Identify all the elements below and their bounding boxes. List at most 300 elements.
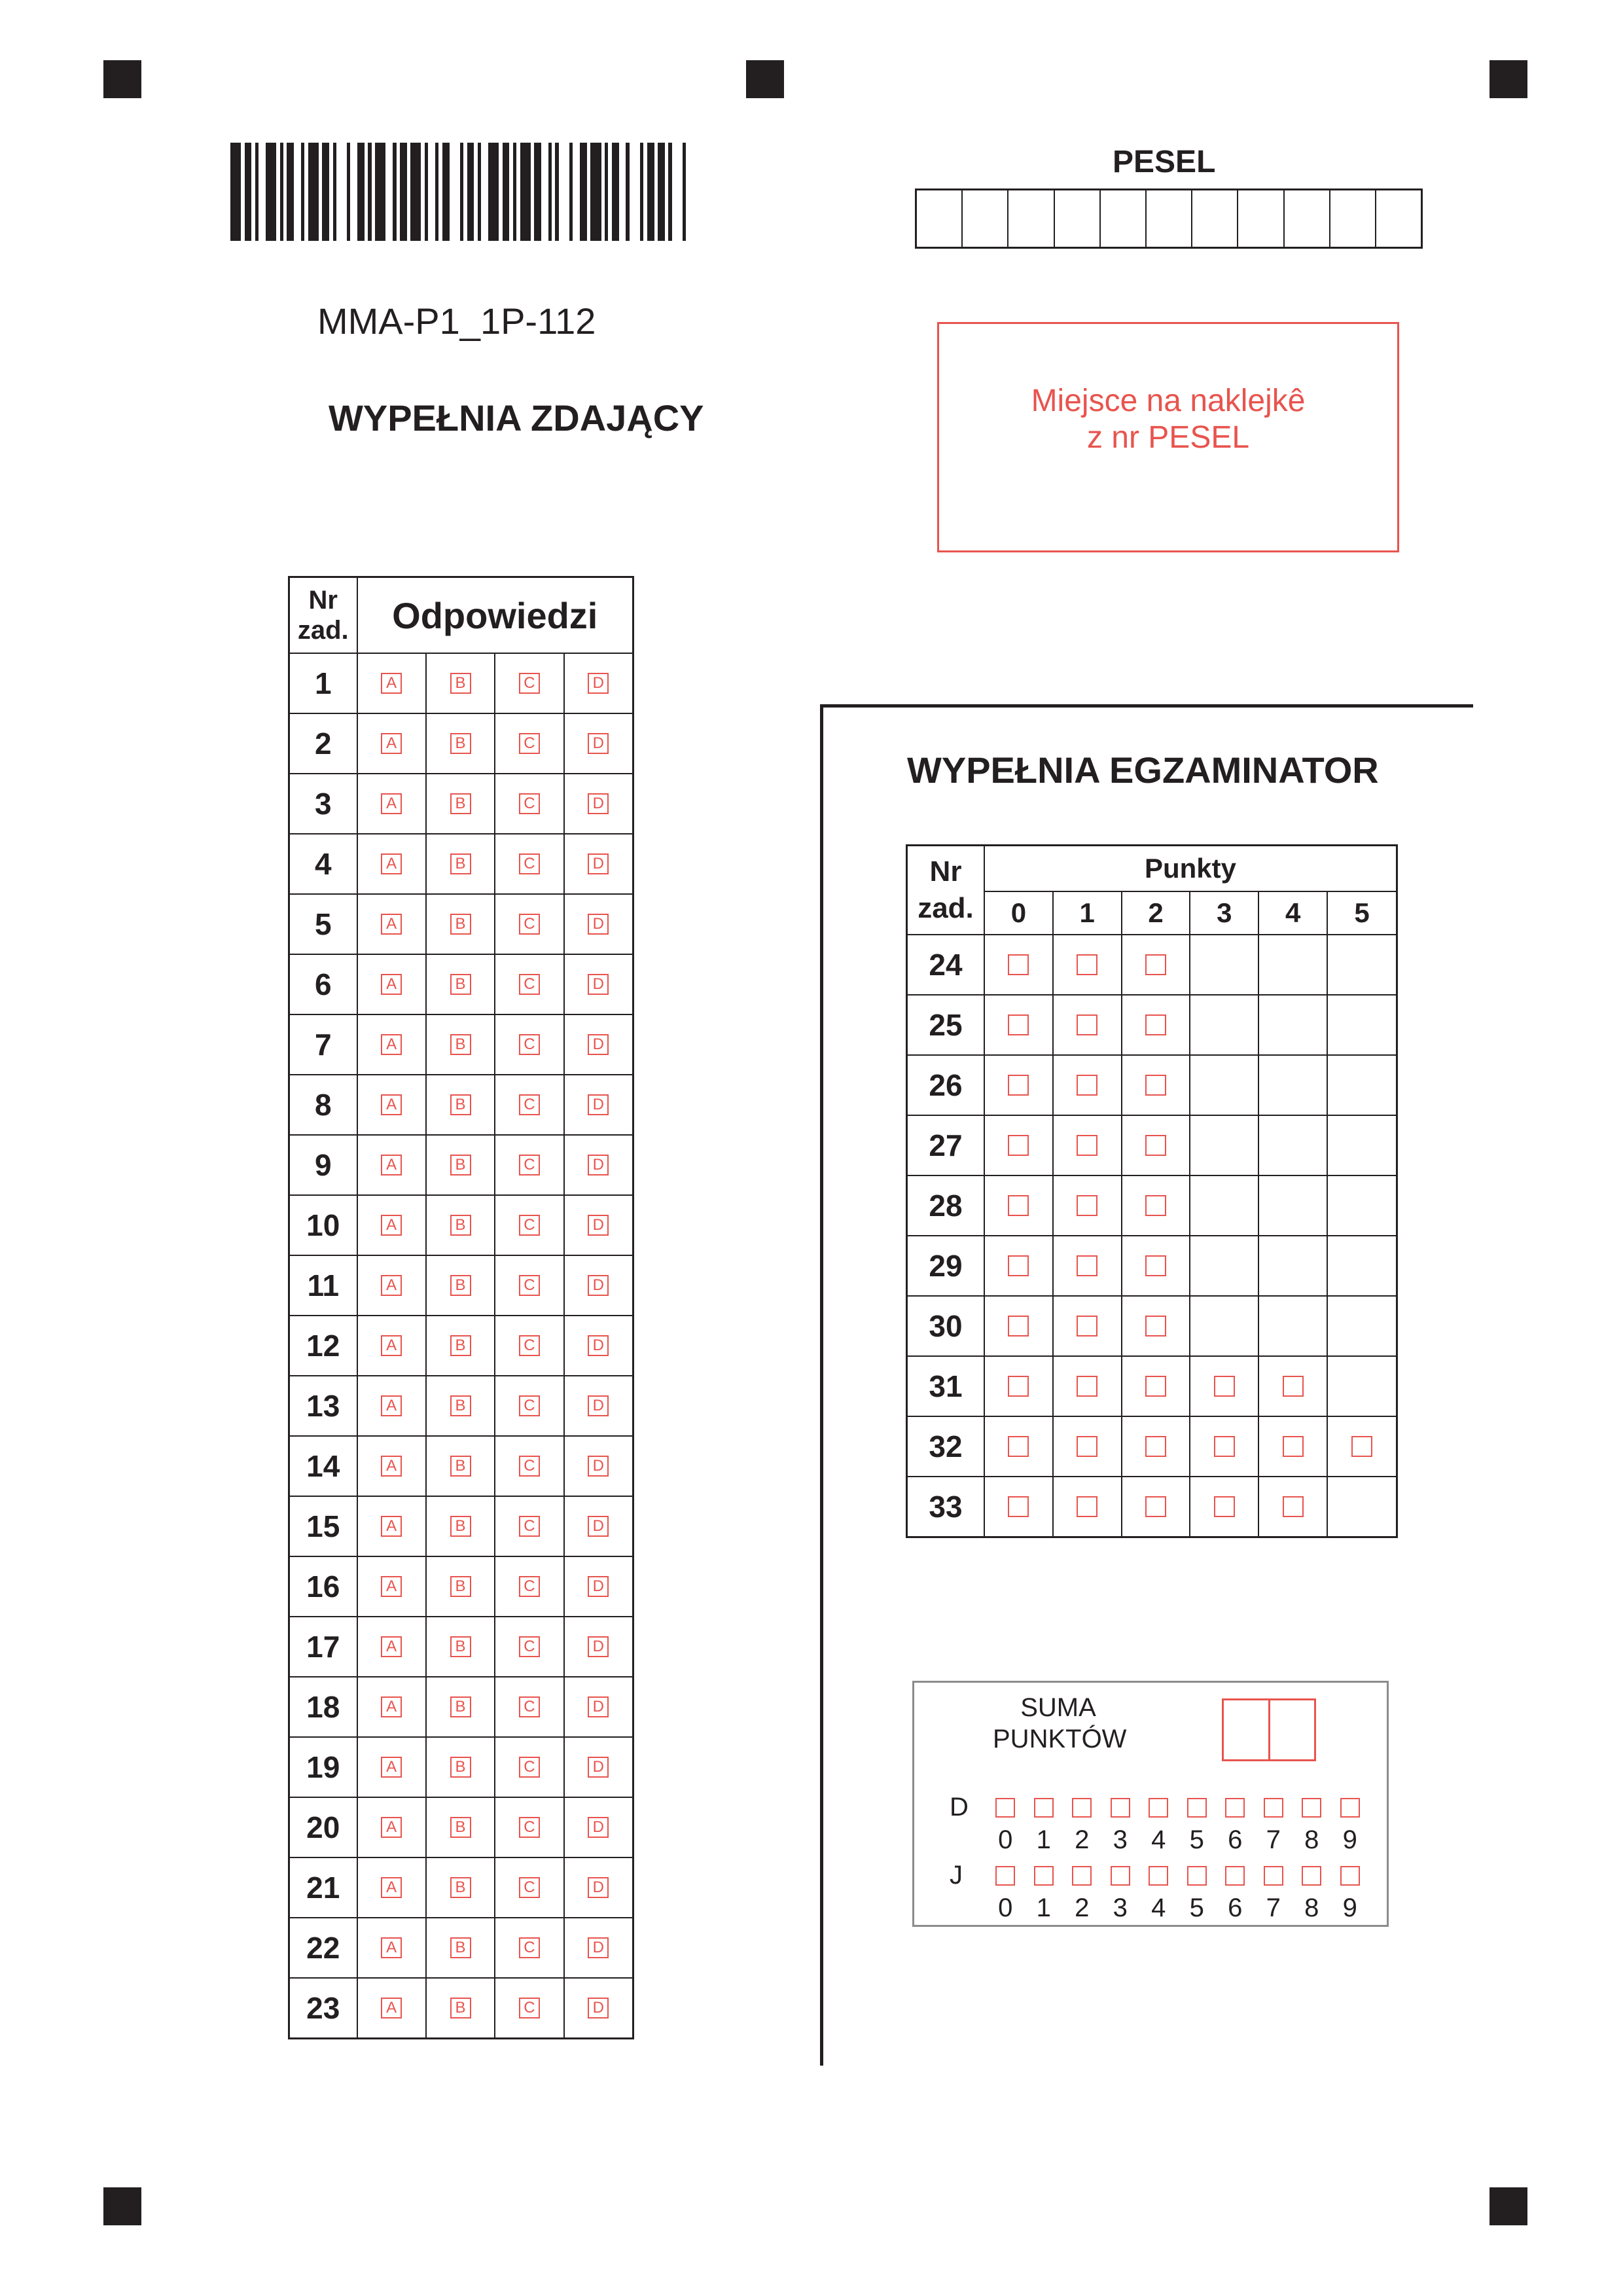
answer-option-cell bbox=[495, 1316, 563, 1376]
answer-option-box[interactable]: A bbox=[381, 1636, 402, 1657]
pesel-digit-cell[interactable] bbox=[1008, 190, 1054, 247]
answer-option-box[interactable]: A bbox=[381, 1215, 402, 1236]
points-cell bbox=[1190, 1236, 1258, 1296]
points-cell[interactable] bbox=[1122, 1055, 1190, 1115]
points-checkbox[interactable] bbox=[1145, 1255, 1166, 1276]
answer-option-box[interactable]: A bbox=[381, 1937, 402, 1958]
answer-option-box[interactable]: D bbox=[588, 1757, 609, 1778]
sum-label-line2: PUNKTÓW bbox=[993, 1725, 1127, 1753]
points-task-number: 25 bbox=[907, 995, 985, 1055]
sum-units-digit: 7 bbox=[1266, 1893, 1281, 1922]
sticker-text-line2: z nr PESEL bbox=[1086, 420, 1250, 455]
sum-tens-checkbox[interactable] bbox=[1225, 1798, 1245, 1818]
points-cell[interactable] bbox=[984, 1115, 1053, 1175]
sum-units-checkbox[interactable] bbox=[1072, 1866, 1092, 1886]
answer-option-box[interactable]: C bbox=[519, 1516, 540, 1537]
answer-option-cell bbox=[357, 1978, 426, 2039]
answer-row bbox=[289, 1075, 633, 1135]
points-cell[interactable] bbox=[984, 1055, 1053, 1115]
answer-option-box[interactable]: C bbox=[519, 1456, 540, 1477]
points-checkbox[interactable] bbox=[1008, 1075, 1029, 1096]
points-checkbox[interactable] bbox=[1214, 1376, 1235, 1397]
sum-units-checkbox[interactable] bbox=[1187, 1866, 1207, 1886]
answer-option-box[interactable]: D bbox=[588, 1998, 609, 2018]
points-row bbox=[907, 1477, 1397, 1537]
points-checkbox[interactable] bbox=[1077, 1436, 1097, 1457]
answer-option-cell bbox=[564, 653, 633, 713]
answer-option-box[interactable]: D bbox=[588, 793, 609, 814]
points-cell[interactable] bbox=[1053, 1055, 1122, 1115]
sum-tens-digits bbox=[986, 1825, 1369, 1855]
sum-tens-checkbox-cell bbox=[1063, 1798, 1101, 1818]
answer-option-box[interactable]: D bbox=[588, 1034, 609, 1055]
points-checkbox[interactable] bbox=[1077, 954, 1097, 975]
points-column-header: 0 bbox=[984, 891, 1053, 935]
sum-tens-checkbox-cell bbox=[986, 1798, 1025, 1818]
points-cell[interactable] bbox=[1122, 1236, 1190, 1296]
answer-row bbox=[289, 1496, 633, 1556]
answer-option-box[interactable]: D bbox=[588, 1937, 609, 1958]
answer-option-box[interactable]: D bbox=[588, 1817, 609, 1838]
sum-units-box[interactable] bbox=[1270, 1700, 1315, 1759]
points-row bbox=[907, 1055, 1397, 1115]
answer-option-box[interactable]: C bbox=[519, 673, 540, 694]
answer-option-box[interactable]: C bbox=[519, 1275, 540, 1296]
answer-option-box[interactable]: B bbox=[450, 1456, 471, 1477]
answer-option-box[interactable]: B bbox=[450, 1516, 471, 1537]
points-cell bbox=[1327, 1055, 1397, 1115]
answer-option-box[interactable]: B bbox=[450, 1696, 471, 1717]
points-cell[interactable] bbox=[984, 1477, 1053, 1537]
points-task-number: 31 bbox=[907, 1356, 985, 1416]
points-cell[interactable] bbox=[1122, 1477, 1190, 1537]
answer-option-box[interactable]: D bbox=[588, 1516, 609, 1537]
answer-option-box[interactable]: A bbox=[381, 1275, 402, 1296]
answer-option-box[interactable]: D bbox=[588, 673, 609, 694]
answer-option-box[interactable]: D bbox=[588, 733, 609, 754]
answers-header: Odpowiedzi bbox=[357, 577, 633, 654]
answer-option-box[interactable]: A bbox=[381, 1456, 402, 1477]
answer-option-cell bbox=[564, 774, 633, 834]
sum-tens-checkbox-cell bbox=[1216, 1798, 1255, 1818]
answer-option-box[interactable]: C bbox=[519, 1937, 540, 1958]
answer-option-box[interactable]: C bbox=[519, 1094, 540, 1115]
points-cell[interactable] bbox=[1190, 1356, 1258, 1416]
points-cell[interactable] bbox=[1122, 995, 1190, 1055]
answer-option-box[interactable]: B bbox=[450, 914, 471, 935]
answer-row bbox=[289, 1556, 633, 1617]
sum-units-checkbox[interactable] bbox=[995, 1866, 1015, 1886]
task-number: 19 bbox=[289, 1737, 357, 1797]
points-checkbox[interactable] bbox=[1077, 1376, 1097, 1397]
points-header: Punkty bbox=[984, 846, 1397, 892]
points-checkbox[interactable] bbox=[1214, 1496, 1235, 1517]
sum-units-checkbox[interactable] bbox=[1111, 1866, 1130, 1886]
answer-option-cell bbox=[495, 1677, 563, 1737]
answer-option-box[interactable]: B bbox=[450, 1155, 471, 1175]
answer-option-box[interactable]: D bbox=[588, 853, 609, 874]
points-checkbox[interactable] bbox=[1077, 1255, 1097, 1276]
sum-tens-checkbox[interactable] bbox=[1264, 1798, 1283, 1818]
answer-option-box[interactable]: B bbox=[450, 793, 471, 814]
points-cell[interactable] bbox=[1053, 1416, 1122, 1477]
points-cell[interactable] bbox=[1190, 1477, 1258, 1537]
answer-option-cell bbox=[564, 1014, 633, 1075]
answer-option-box[interactable]: B bbox=[450, 1215, 471, 1236]
sum-units-checkbox-cell bbox=[1025, 1866, 1063, 1886]
points-cell[interactable] bbox=[1053, 1115, 1122, 1175]
answer-option-cell bbox=[357, 1797, 426, 1857]
pesel-input-grid[interactable] bbox=[915, 188, 1423, 249]
task-number: 13 bbox=[289, 1376, 357, 1436]
answer-option-box[interactable]: D bbox=[588, 1576, 609, 1597]
answer-option-box[interactable]: A bbox=[381, 1034, 402, 1055]
sum-tens-digit: 7 bbox=[1266, 1825, 1281, 1854]
points-cell[interactable] bbox=[984, 1416, 1053, 1477]
answer-option-cell bbox=[495, 713, 563, 774]
answer-option-cell bbox=[357, 894, 426, 954]
answer-option-box[interactable]: A bbox=[381, 1877, 402, 1898]
barcode-bar bbox=[357, 143, 365, 241]
points-cell[interactable] bbox=[1053, 1296, 1122, 1356]
sum-units-checkbox[interactable] bbox=[1225, 1866, 1245, 1886]
answer-row bbox=[289, 1857, 633, 1918]
answer-option-box[interactable]: A bbox=[381, 1817, 402, 1838]
sum-tens-box[interactable] bbox=[1224, 1700, 1270, 1759]
answer-option-cell bbox=[564, 1436, 633, 1496]
answer-option-box[interactable]: A bbox=[381, 974, 402, 995]
answer-option-cell bbox=[495, 894, 563, 954]
answer-option-box[interactable]: A bbox=[381, 1155, 402, 1175]
pesel-digit-cell[interactable] bbox=[1376, 190, 1421, 247]
answer-row bbox=[289, 1737, 633, 1797]
points-checkbox[interactable] bbox=[1145, 1075, 1166, 1096]
barcode-bar bbox=[322, 143, 329, 241]
points-cell[interactable] bbox=[1258, 1477, 1327, 1537]
registration-marker-bottom-right bbox=[1489, 2187, 1527, 2225]
answer-option-box[interactable]: B bbox=[450, 673, 471, 694]
answer-option-box[interactable]: B bbox=[450, 1937, 471, 1958]
answer-option-box[interactable]: C bbox=[519, 1877, 540, 1898]
points-cell[interactable] bbox=[1122, 1175, 1190, 1236]
answer-option-box[interactable]: C bbox=[519, 853, 540, 874]
points-checkbox[interactable] bbox=[1351, 1436, 1372, 1457]
barcode-bar bbox=[385, 143, 393, 241]
points-cell[interactable] bbox=[984, 935, 1053, 995]
answer-option-box[interactable]: D bbox=[588, 1456, 609, 1477]
answer-option-cell bbox=[495, 1255, 563, 1316]
answer-option-cell bbox=[426, 1255, 495, 1316]
pesel-digit-cell[interactable] bbox=[917, 190, 963, 247]
answer-option-cell bbox=[357, 1556, 426, 1617]
points-cell[interactable] bbox=[1258, 1356, 1327, 1416]
task-number: 23 bbox=[289, 1978, 357, 2039]
points-cell bbox=[1190, 995, 1258, 1055]
points-cell[interactable] bbox=[1053, 1175, 1122, 1236]
answer-option-box[interactable]: C bbox=[519, 914, 540, 935]
answer-option-cell bbox=[564, 1556, 633, 1617]
points-checkbox[interactable] bbox=[1145, 1135, 1166, 1156]
answer-row bbox=[289, 653, 633, 713]
sum-tens-checkbox[interactable] bbox=[1111, 1798, 1130, 1818]
sum-tens-checkbox[interactable] bbox=[1034, 1798, 1054, 1818]
points-cell[interactable] bbox=[984, 1236, 1053, 1296]
points-checkbox[interactable] bbox=[1145, 1496, 1166, 1517]
points-column-header: 2 bbox=[1122, 891, 1190, 935]
sum-tens-checkbox[interactable] bbox=[1302, 1798, 1321, 1818]
sum-units-digit: 3 bbox=[1113, 1893, 1128, 1922]
sum-tens-checkbox[interactable] bbox=[1072, 1798, 1092, 1818]
answer-option-box[interactable]: B bbox=[450, 1757, 471, 1778]
answer-option-box[interactable]: D bbox=[588, 1395, 609, 1416]
answer-option-box[interactable]: A bbox=[381, 673, 402, 694]
points-checkbox[interactable] bbox=[1008, 1014, 1029, 1035]
sum-units-digits bbox=[986, 1893, 1369, 1923]
answer-option-cell bbox=[495, 1918, 563, 1978]
answer-option-box[interactable]: B bbox=[450, 733, 471, 754]
answer-option-box[interactable]: C bbox=[519, 974, 540, 995]
barcode-bar bbox=[467, 143, 474, 241]
answer-option-cell bbox=[564, 1376, 633, 1436]
points-checkbox[interactable] bbox=[1283, 1376, 1304, 1397]
answer-option-box[interactable]: A bbox=[381, 1395, 402, 1416]
answer-row bbox=[289, 1135, 633, 1195]
answer-option-box[interactable]: C bbox=[519, 733, 540, 754]
answer-option-box[interactable]: A bbox=[381, 1576, 402, 1597]
pesel-digit-cell[interactable] bbox=[1055, 190, 1101, 247]
answer-option-box[interactable]: C bbox=[519, 1696, 540, 1717]
pesel-digit-cell[interactable] bbox=[963, 190, 1008, 247]
answer-option-box[interactable]: B bbox=[450, 1094, 471, 1115]
sum-units-checkbox[interactable] bbox=[1264, 1866, 1283, 1886]
pesel-digit-cell[interactable] bbox=[1192, 190, 1238, 247]
points-cell bbox=[1327, 1236, 1397, 1296]
registration-marker-top-center bbox=[746, 60, 784, 98]
answer-option-cell bbox=[495, 774, 563, 834]
points-cell[interactable] bbox=[1053, 935, 1122, 995]
sum-units-checkbox[interactable] bbox=[1149, 1866, 1168, 1886]
points-cell[interactable] bbox=[984, 1175, 1053, 1236]
pesel-digit-cell[interactable] bbox=[1285, 190, 1330, 247]
answer-option-box[interactable]: D bbox=[588, 1696, 609, 1717]
answer-option-box[interactable]: C bbox=[519, 1034, 540, 1055]
points-cell bbox=[1258, 995, 1327, 1055]
answer-option-box[interactable]: C bbox=[519, 1757, 540, 1778]
answer-option-box[interactable]: B bbox=[450, 1817, 471, 1838]
answer-row bbox=[289, 1978, 633, 2039]
points-cell[interactable] bbox=[1053, 1236, 1122, 1296]
sum-tens-checkbox[interactable] bbox=[1340, 1798, 1360, 1818]
points-cell[interactable] bbox=[1122, 1416, 1190, 1477]
answer-option-box[interactable]: C bbox=[519, 793, 540, 814]
points-checkbox[interactable] bbox=[1145, 1376, 1166, 1397]
answer-option-box[interactable]: C bbox=[519, 1817, 540, 1838]
answer-option-box[interactable]: C bbox=[519, 1155, 540, 1175]
points-checkbox[interactable] bbox=[1077, 1496, 1097, 1517]
sum-tens-digit: 9 bbox=[1342, 1825, 1357, 1854]
sum-tens-digit: 5 bbox=[1189, 1825, 1204, 1854]
answer-option-box[interactable]: A bbox=[381, 1335, 402, 1356]
answer-option-box[interactable]: A bbox=[381, 853, 402, 874]
points-cell[interactable] bbox=[1122, 1356, 1190, 1416]
answer-option-box[interactable]: B bbox=[450, 1998, 471, 2018]
answer-option-box[interactable]: A bbox=[381, 1516, 402, 1537]
answer-option-box[interactable]: D bbox=[588, 1636, 609, 1657]
barcode-bar bbox=[266, 143, 276, 241]
points-row bbox=[907, 1296, 1397, 1356]
points-checkbox[interactable] bbox=[1077, 1195, 1097, 1216]
sum-units-checkbox-cell bbox=[1293, 1866, 1331, 1886]
answer-option-box[interactable]: B bbox=[450, 974, 471, 995]
points-checkbox[interactable] bbox=[1145, 1316, 1166, 1336]
points-checkbox[interactable] bbox=[1008, 1436, 1029, 1457]
points-checkbox[interactable] bbox=[1077, 1014, 1097, 1035]
pesel-digit-cell[interactable] bbox=[1147, 190, 1192, 247]
answer-option-box[interactable]: A bbox=[381, 793, 402, 814]
sum-tens-digit: 3 bbox=[1113, 1825, 1128, 1854]
points-cell[interactable] bbox=[984, 1356, 1053, 1416]
answer-option-box[interactable]: C bbox=[519, 1335, 540, 1356]
barcode bbox=[230, 143, 694, 241]
points-cell[interactable] bbox=[1190, 1416, 1258, 1477]
points-cell[interactable] bbox=[984, 1296, 1053, 1356]
points-checkbox[interactable] bbox=[1008, 1255, 1029, 1276]
answer-option-box[interactable]: D bbox=[588, 1877, 609, 1898]
registration-marker-bottom-left bbox=[103, 2187, 141, 2225]
points-checkbox[interactable] bbox=[1214, 1436, 1235, 1457]
points-cell bbox=[1327, 1115, 1397, 1175]
points-checkbox[interactable] bbox=[1077, 1316, 1097, 1336]
answer-option-box[interactable]: D bbox=[588, 1155, 609, 1175]
answer-option-box[interactable]: D bbox=[588, 1094, 609, 1115]
sum-tens-checkbox-cell bbox=[1255, 1798, 1293, 1818]
sum-units-checkbox-cell bbox=[1063, 1866, 1101, 1886]
answer-option-cell bbox=[495, 954, 563, 1014]
answer-option-box[interactable]: A bbox=[381, 733, 402, 754]
task-number: 5 bbox=[289, 894, 357, 954]
points-cell[interactable] bbox=[1122, 1115, 1190, 1175]
answer-option-box[interactable]: B bbox=[450, 1636, 471, 1657]
answer-option-box[interactable]: B bbox=[450, 1395, 471, 1416]
points-checkbox[interactable] bbox=[1145, 1436, 1166, 1457]
answer-option-cell bbox=[495, 1195, 563, 1255]
points-checkbox[interactable] bbox=[1008, 1316, 1029, 1336]
pesel-sticker-area bbox=[937, 322, 1399, 552]
points-checkbox[interactable] bbox=[1283, 1496, 1304, 1517]
points-cell[interactable] bbox=[1122, 935, 1190, 995]
points-cell[interactable] bbox=[1053, 1356, 1122, 1416]
document-code: MMA-P1_1P-112 bbox=[317, 300, 596, 342]
sum-units-checkbox[interactable] bbox=[1302, 1866, 1321, 1886]
points-checkbox[interactable] bbox=[1145, 1014, 1166, 1035]
task-number: 2 bbox=[289, 713, 357, 774]
answer-option-cell bbox=[357, 834, 426, 894]
answer-option-box[interactable]: D bbox=[588, 1335, 609, 1356]
answer-option-box[interactable]: C bbox=[519, 1576, 540, 1597]
answer-option-box[interactable]: D bbox=[588, 914, 609, 935]
answer-option-box[interactable]: C bbox=[519, 1998, 540, 2018]
points-cell[interactable] bbox=[984, 995, 1053, 1055]
answer-option-box[interactable]: D bbox=[588, 1275, 609, 1296]
points-checkbox[interactable] bbox=[1008, 954, 1029, 975]
answer-option-box[interactable]: C bbox=[519, 1395, 540, 1416]
points-checkbox[interactable] bbox=[1145, 1195, 1166, 1216]
answer-option-cell bbox=[564, 1195, 633, 1255]
answer-option-box[interactable]: B bbox=[450, 1877, 471, 1898]
sum-tens-digit: 0 bbox=[998, 1825, 1013, 1854]
answer-option-cell bbox=[495, 1436, 563, 1496]
answer-option-box[interactable]: A bbox=[381, 1696, 402, 1717]
points-cell[interactable] bbox=[1122, 1296, 1190, 1356]
points-cell[interactable] bbox=[1053, 995, 1122, 1055]
answer-option-box[interactable]: A bbox=[381, 1757, 402, 1778]
points-checkbox[interactable] bbox=[1008, 1496, 1029, 1517]
barcode-bar bbox=[400, 143, 407, 241]
answer-option-cell bbox=[495, 1376, 563, 1436]
points-cell bbox=[1190, 935, 1258, 995]
answer-option-box[interactable]: A bbox=[381, 1094, 402, 1115]
answer-option-box[interactable]: D bbox=[588, 974, 609, 995]
answer-option-box[interactable]: B bbox=[450, 1576, 471, 1597]
task-number: 6 bbox=[289, 954, 357, 1014]
points-cell[interactable] bbox=[1053, 1477, 1122, 1537]
sum-units-label: J bbox=[950, 1861, 963, 1890]
points-checkbox[interactable] bbox=[1077, 1075, 1097, 1096]
sum-tens-row bbox=[950, 1793, 1369, 1822]
points-cell[interactable] bbox=[1258, 1416, 1327, 1477]
points-checkbox[interactable] bbox=[1008, 1195, 1029, 1216]
points-cell bbox=[1327, 1175, 1397, 1236]
answer-option-box[interactable]: C bbox=[519, 1215, 540, 1236]
points-cell bbox=[1258, 1115, 1327, 1175]
points-checkbox[interactable] bbox=[1008, 1135, 1029, 1156]
answer-option-cell bbox=[564, 1496, 633, 1556]
points-cell bbox=[1258, 1236, 1327, 1296]
barcode-bar bbox=[520, 143, 531, 241]
answer-option-box[interactable]: D bbox=[588, 1215, 609, 1236]
answer-option-cell bbox=[426, 653, 495, 713]
sum-units-digit: 4 bbox=[1151, 1893, 1166, 1922]
sum-total-boxes[interactable] bbox=[1222, 1698, 1316, 1761]
pesel-digit-cell[interactable] bbox=[1101, 190, 1147, 247]
sum-units-checkbox[interactable] bbox=[1034, 1866, 1054, 1886]
answer-option-box[interactable]: A bbox=[381, 1998, 402, 2018]
answer-option-cell bbox=[357, 954, 426, 1014]
answer-option-box[interactable]: B bbox=[450, 1335, 471, 1356]
pesel-digit-cell[interactable] bbox=[1238, 190, 1284, 247]
points-checkbox[interactable] bbox=[1145, 954, 1166, 975]
answer-option-cell bbox=[426, 713, 495, 774]
sum-tens-checkbox[interactable] bbox=[995, 1798, 1015, 1818]
answer-option-box[interactable]: A bbox=[381, 914, 402, 935]
answer-option-box[interactable]: B bbox=[450, 1034, 471, 1055]
answer-row bbox=[289, 1797, 633, 1857]
sum-tens-checkbox[interactable] bbox=[1149, 1798, 1168, 1818]
points-checkbox[interactable] bbox=[1283, 1436, 1304, 1457]
answer-option-cell bbox=[564, 1075, 633, 1135]
answer-option-box[interactable]: C bbox=[519, 1636, 540, 1657]
points-checkbox[interactable] bbox=[1077, 1135, 1097, 1156]
sum-units-checkbox[interactable] bbox=[1340, 1866, 1360, 1886]
points-task-number: 27 bbox=[907, 1115, 985, 1175]
answer-option-box[interactable]: B bbox=[450, 1275, 471, 1296]
pesel-digit-cell[interactable] bbox=[1330, 190, 1376, 247]
points-cell bbox=[1190, 1055, 1258, 1115]
points-cell[interactable] bbox=[1327, 1416, 1397, 1477]
answer-option-box[interactable]: B bbox=[450, 853, 471, 874]
points-checkbox[interactable] bbox=[1008, 1376, 1029, 1397]
sum-tens-checkbox[interactable] bbox=[1187, 1798, 1207, 1818]
